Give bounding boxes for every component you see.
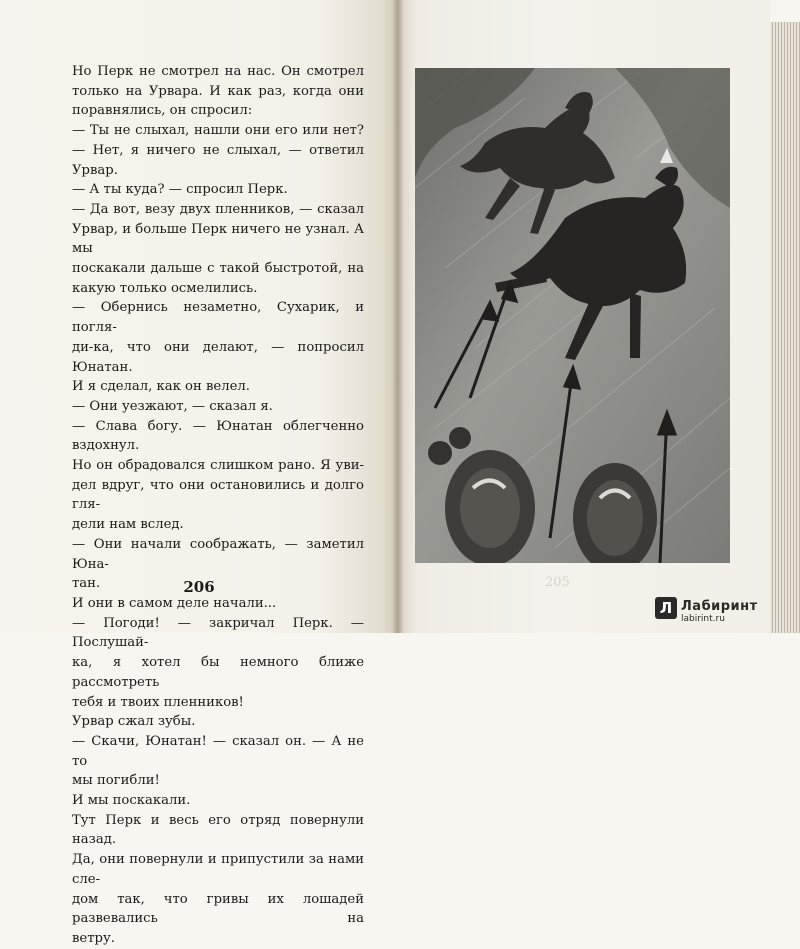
text-line: И я сделал, как он велел.: [72, 379, 250, 395]
text-line: тан.: [72, 576, 101, 592]
text-line: — Нет, я ничего не слыхал, — ответил Урвар.: [72, 142, 364, 178]
text-line: поскакали дальше с такой быстротой, на: [72, 261, 364, 277]
text-line: какую только осмелились.: [72, 280, 258, 296]
watermark-url: labirint.ru: [681, 614, 725, 624]
text-line: Урвар сжал зубы.: [72, 714, 196, 730]
text-line: — Они начали соображать, — заметил Юна-: [72, 536, 364, 572]
text-line: — Они уезжают, — сказал я.: [72, 398, 273, 414]
ghost-page-number: 205: [545, 575, 570, 590]
text-line: дом так, что гривы их лошадей развевались на: [72, 891, 364, 927]
text-line: — А ты куда? — спросил Перк.: [72, 182, 288, 198]
text-line: — Ты не слыхал, нашли они его или нет?: [72, 123, 364, 139]
text-line: Тут Перк и весь его отряд повернули назад.: [72, 812, 364, 848]
page-edges: [770, 22, 800, 633]
text-line: — Погоди! — закричал Перк. — Послушай-: [72, 615, 364, 651]
left-page-text: [72, 62, 364, 949]
text-line: — Слава богу. — Юнатан облегченно вздохнул.: [72, 418, 364, 454]
text-line: только на Урвара. И как раз, когда они: [72, 83, 364, 99]
text-line: ка, я хотел бы немного ближе рассмотреть: [72, 655, 364, 690]
text-line: Но он обрадовался слишком рано. Я уви-: [72, 458, 364, 474]
book-gutter: [392, 0, 404, 633]
text-line: дели нам вслед.: [72, 517, 184, 533]
illustration-riders: [415, 68, 730, 563]
text-line: Да, они повернули и припустили за нами сле-: [72, 852, 364, 887]
text-line: мы погибли!: [72, 773, 160, 789]
text-line: ветру.: [72, 930, 115, 946]
text-line: Урвар, и больше Перк ничего не узнал. А мы: [72, 221, 364, 257]
text-line: поравнялись, он спросил:: [72, 103, 253, 119]
text-line: дел вдруг, что они остановились и долго гля-: [72, 477, 364, 513]
text-line: тебя и твоих пленников!: [72, 694, 244, 710]
text-line: — Скачи, Юнатан! — сказал он. — А не то: [72, 733, 364, 769]
text-line: — Да вот, везу двух пленников, — сказал: [72, 201, 364, 217]
riders-illustration-svg: [415, 68, 730, 563]
watermark-name: Лабиринт: [681, 599, 758, 614]
text-line: ди-ка, что они делают, — попросил Юнатан.: [72, 339, 364, 375]
text-line: И мы поскакали.: [72, 793, 191, 809]
text-line: Но Перк не смотрел на нас. Он смотрел: [72, 64, 364, 79]
page-number: 206: [183, 578, 215, 596]
labirint-logo-icon: Л: [655, 597, 677, 619]
text-line: — Обернись незаметно, Сухарик, и погля-: [72, 300, 364, 336]
text-line: И они в самом деле начали...: [72, 595, 277, 611]
